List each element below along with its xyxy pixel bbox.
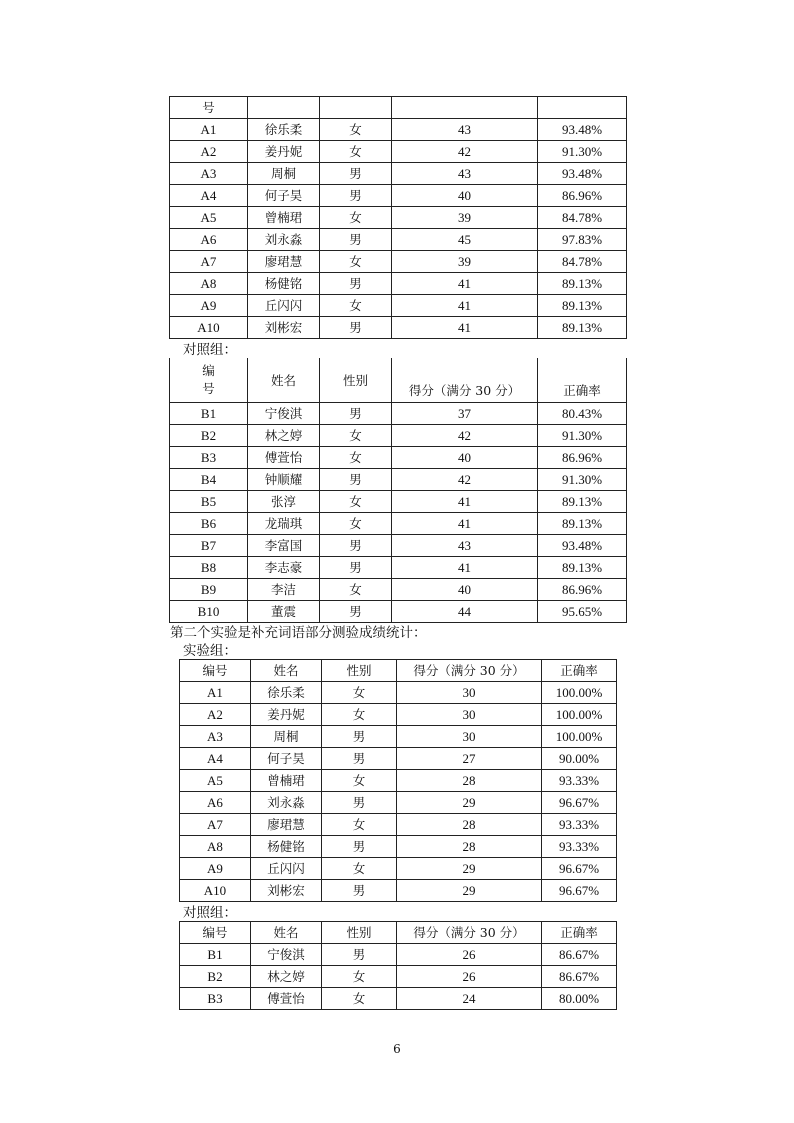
name-cell: 周桐	[251, 726, 322, 748]
table-row	[180, 682, 617, 704]
score-cell: 43	[392, 535, 538, 557]
gender-cell: 男	[322, 792, 397, 814]
id-cell: B3	[170, 447, 248, 469]
score-cell: 41	[392, 557, 538, 579]
table-row	[170, 163, 627, 185]
id-cell: A1	[180, 682, 251, 704]
score-cell: 30	[397, 704, 542, 726]
score-cell: 40	[392, 579, 538, 601]
score-cell: 40	[392, 447, 538, 469]
name-cell: 何子昊	[248, 185, 320, 207]
table-row	[170, 251, 627, 273]
name-cell: 李志豪	[248, 557, 320, 579]
name-cell: 何子昊	[251, 748, 322, 770]
id-header-cell	[170, 358, 248, 403]
rate-cell: 86.96%	[538, 185, 627, 207]
id-cell: B10	[170, 601, 248, 623]
id-cell: A6	[180, 792, 251, 814]
experiment-group-table-2	[179, 659, 617, 902]
id-cell: B7	[170, 535, 248, 557]
table-header-row	[180, 922, 617, 944]
table-row	[170, 185, 627, 207]
score-cell: 41	[392, 273, 538, 295]
name-cell: 廖珺慧	[248, 251, 320, 273]
rate-cell: 89.13%	[538, 273, 627, 295]
control-group-table-1	[169, 358, 627, 623]
gender-cell: 女	[322, 988, 397, 1010]
gender-cell: 女	[322, 682, 397, 704]
score-cell: 42	[392, 141, 538, 163]
id-cell: B2	[180, 966, 251, 988]
table-row	[170, 141, 627, 163]
id-cell: A2	[170, 141, 248, 163]
gender-cell: 男	[322, 726, 397, 748]
id-cell: A8	[180, 836, 251, 858]
table-row	[170, 229, 627, 251]
rate-cell: 89.13%	[538, 513, 627, 535]
rate-cell: 100.00%	[542, 704, 617, 726]
id-cell: A10	[170, 317, 248, 339]
id-cell: A5	[170, 207, 248, 229]
score-cell: 30	[397, 726, 542, 748]
rate-cell: 91.30%	[538, 141, 627, 163]
name-cell: 林之婷	[251, 966, 322, 988]
table-row	[170, 601, 627, 623]
rate-cell: 91.30%	[538, 469, 627, 491]
name-cell: 宁俊淇	[248, 403, 320, 425]
id-cell: A6	[170, 229, 248, 251]
id-cell: A4	[170, 185, 248, 207]
id-cell: A1	[170, 119, 248, 141]
name-cell: 董震	[248, 601, 320, 623]
rate-cell: 91.30%	[538, 425, 627, 447]
name-cell: 傅萱怡	[248, 447, 320, 469]
score-cell: 27	[397, 748, 542, 770]
table-row	[180, 814, 617, 836]
score-cell: 28	[397, 836, 542, 858]
gender-cell: 男	[320, 163, 392, 185]
experiment-group-table-1	[169, 96, 627, 339]
id-cell: A7	[170, 251, 248, 273]
rate-cell: 93.48%	[538, 535, 627, 557]
rate-cell: 97.83%	[538, 229, 627, 251]
score-cell: 30	[397, 682, 542, 704]
gender-cell: 男	[322, 944, 397, 966]
name-cell: 姜丹妮	[251, 704, 322, 726]
rate-cell: 93.48%	[538, 119, 627, 141]
id-cell: A5	[180, 770, 251, 792]
gender-header-cell: 性别	[320, 358, 392, 403]
rate-header-cell: 正确率	[538, 358, 627, 403]
gender-cell: 女	[320, 141, 392, 163]
gender-cell: 男	[320, 229, 392, 251]
table-row	[180, 792, 617, 814]
score-cell: 28	[397, 770, 542, 792]
gender-header-cell	[320, 97, 392, 119]
gender-cell: 女	[320, 119, 392, 141]
id-header-top: 编	[202, 363, 215, 378]
score-cell: 29	[397, 858, 542, 880]
rate-cell: 96.67%	[542, 858, 617, 880]
score-cell: 41	[392, 513, 538, 535]
gender-cell: 男	[322, 880, 397, 902]
name-header-cell: 姓名	[251, 922, 322, 944]
gender-cell: 男	[320, 403, 392, 425]
name-cell: 刘永淼	[251, 792, 322, 814]
rate-cell: 86.96%	[538, 447, 627, 469]
id-cell: A3	[180, 726, 251, 748]
rate-cell: 93.33%	[542, 770, 617, 792]
gender-header-cell: 性别	[322, 922, 397, 944]
table-row	[180, 966, 617, 988]
rate-cell: 86.67%	[542, 966, 617, 988]
score-cell: 39	[392, 207, 538, 229]
gender-cell: 男	[320, 185, 392, 207]
name-header-cell	[248, 97, 320, 119]
control-group-caption-1: 对照组：	[183, 342, 237, 358]
name-cell: 丘闪闪	[248, 295, 320, 317]
table-row	[180, 748, 617, 770]
table-row	[170, 403, 627, 425]
table-row	[180, 770, 617, 792]
name-cell: 杨健铭	[251, 836, 322, 858]
rate-header-cell: 正确率	[542, 922, 617, 944]
name-cell: 徐乐柔	[248, 119, 320, 141]
id-header-cell: 编号	[180, 922, 251, 944]
table-row	[170, 447, 627, 469]
rate-cell: 89.13%	[538, 557, 627, 579]
rate-cell: 93.33%	[542, 836, 617, 858]
name-cell: 刘永淼	[248, 229, 320, 251]
score-cell: 43	[392, 119, 538, 141]
gender-cell: 男	[320, 535, 392, 557]
score-header-cell: 得分（满分 30 分）	[397, 660, 542, 682]
id-cell: B6	[170, 513, 248, 535]
name-cell: 丘闪闪	[251, 858, 322, 880]
rate-cell: 100.00%	[542, 726, 617, 748]
name-cell: 傅萱怡	[251, 988, 322, 1010]
table-row	[180, 726, 617, 748]
name-cell: 廖珺慧	[251, 814, 322, 836]
table-row	[180, 988, 617, 1010]
name-cell: 龙瑞琪	[248, 513, 320, 535]
rate-cell: 84.78%	[538, 251, 627, 273]
gender-cell: 女	[320, 425, 392, 447]
score-cell: 29	[397, 880, 542, 902]
name-header-cell: 姓名	[251, 660, 322, 682]
rate-cell: 89.13%	[538, 491, 627, 513]
score-cell: 40	[392, 185, 538, 207]
table-row	[170, 207, 627, 229]
id-cell: B8	[170, 557, 248, 579]
table-row	[170, 425, 627, 447]
page-number: 6	[393, 1042, 401, 1056]
score-cell: 26	[397, 966, 542, 988]
table-row	[170, 535, 627, 557]
score-cell: 24	[397, 988, 542, 1010]
score-cell: 28	[397, 814, 542, 836]
table-row	[170, 491, 627, 513]
table-row	[170, 119, 627, 141]
rate-cell: 93.33%	[542, 814, 617, 836]
name-cell: 刘彬宏	[251, 880, 322, 902]
name-cell: 张淳	[248, 491, 320, 513]
score-cell: 42	[392, 469, 538, 491]
rate-cell: 86.96%	[538, 579, 627, 601]
table-row	[180, 858, 617, 880]
rate-cell: 84.78%	[538, 207, 627, 229]
rate-cell: 100.00%	[542, 682, 617, 704]
score-cell: 37	[392, 403, 538, 425]
rate-cell: 89.13%	[538, 295, 627, 317]
score-cell: 41	[392, 317, 538, 339]
id-cell: B9	[170, 579, 248, 601]
rate-cell: 93.48%	[538, 163, 627, 185]
score-cell: 43	[392, 163, 538, 185]
id-cell: A9	[170, 295, 248, 317]
name-cell: 钟顺耀	[248, 469, 320, 491]
id-cell: B2	[170, 425, 248, 447]
id-cell: A2	[180, 704, 251, 726]
section-intro: 第二个实验是补充词语部分测验成绩统计：	[170, 625, 427, 641]
name-cell: 徐乐柔	[251, 682, 322, 704]
gender-cell: 男	[320, 601, 392, 623]
name-cell: 曾楠珺	[248, 207, 320, 229]
name-cell: 李富国	[248, 535, 320, 557]
table-row	[170, 469, 627, 491]
gender-cell: 女	[322, 770, 397, 792]
id-cell: A3	[170, 163, 248, 185]
gender-cell: 男	[322, 836, 397, 858]
name-cell: 林之婷	[248, 425, 320, 447]
score-header-cell	[392, 97, 538, 119]
table-header-row	[170, 97, 627, 119]
control-group-table-2	[179, 921, 617, 1010]
rate-header-cell: 正确率	[542, 660, 617, 682]
table-row	[170, 317, 627, 339]
table-header-row	[180, 660, 617, 682]
table-row	[170, 557, 627, 579]
rate-cell: 80.00%	[542, 988, 617, 1010]
gender-header-cell: 性别	[322, 660, 397, 682]
experiment-group-caption: 实验组：	[183, 643, 237, 659]
gender-cell: 女	[320, 579, 392, 601]
score-cell: 29	[397, 792, 542, 814]
gender-cell: 女	[322, 814, 397, 836]
score-cell: 26	[397, 944, 542, 966]
score-cell: 39	[392, 251, 538, 273]
table-row	[170, 579, 627, 601]
score-cell: 44	[392, 601, 538, 623]
id-cell: B5	[170, 491, 248, 513]
gender-cell: 女	[322, 966, 397, 988]
score-cell: 45	[392, 229, 538, 251]
rate-cell: 96.67%	[542, 792, 617, 814]
score-header-cell: 得分（满分 30 分）	[392, 358, 538, 403]
id-header-bottom: 号	[202, 381, 215, 396]
id-cell: B1	[180, 944, 251, 966]
rate-cell: 95.65%	[538, 601, 627, 623]
gender-cell: 男	[320, 273, 392, 295]
score-cell: 41	[392, 491, 538, 513]
name-cell: 杨健铭	[248, 273, 320, 295]
id-header-fragment: 号	[170, 97, 248, 119]
id-cell: A7	[180, 814, 251, 836]
score-header-cell: 得分（满分 30 分）	[397, 922, 542, 944]
name-cell: 姜丹妮	[248, 141, 320, 163]
score-cell: 42	[392, 425, 538, 447]
id-cell: B3	[180, 988, 251, 1010]
table-row	[180, 704, 617, 726]
id-cell: A10	[180, 880, 251, 902]
id-cell: B4	[170, 469, 248, 491]
gender-cell: 男	[320, 469, 392, 491]
gender-cell: 女	[322, 858, 397, 880]
score-cell: 41	[392, 295, 538, 317]
gender-cell: 女	[320, 207, 392, 229]
name-cell: 刘彬宏	[248, 317, 320, 339]
name-cell: 李洁	[248, 579, 320, 601]
gender-cell: 男	[320, 557, 392, 579]
id-cell: A8	[170, 273, 248, 295]
name-cell: 曾楠珺	[251, 770, 322, 792]
table-row	[170, 273, 627, 295]
rate-header-cell	[538, 97, 627, 119]
table-row	[170, 513, 627, 535]
gender-cell: 女	[320, 447, 392, 469]
gender-cell: 女	[320, 513, 392, 535]
table-header-row	[170, 358, 627, 403]
gender-cell: 女	[320, 491, 392, 513]
rate-cell: 86.67%	[542, 944, 617, 966]
gender-cell: 男	[320, 317, 392, 339]
rate-cell: 80.43%	[538, 403, 627, 425]
name-cell: 周桐	[248, 163, 320, 185]
table-row	[180, 880, 617, 902]
gender-cell: 女	[322, 704, 397, 726]
rate-cell: 90.00%	[542, 748, 617, 770]
table-row	[180, 836, 617, 858]
name-header-cell: 姓名	[248, 358, 320, 403]
id-cell: A4	[180, 748, 251, 770]
rate-cell: 96.67%	[542, 880, 617, 902]
name-cell: 宁俊淇	[251, 944, 322, 966]
table-row	[170, 295, 627, 317]
rate-cell: 89.13%	[538, 317, 627, 339]
gender-cell: 女	[320, 251, 392, 273]
table-row	[180, 944, 617, 966]
id-cell: B1	[170, 403, 248, 425]
control-group-caption-2: 对照组：	[183, 905, 237, 921]
gender-cell: 女	[320, 295, 392, 317]
gender-cell: 男	[322, 748, 397, 770]
id-header-cell: 编号	[180, 660, 251, 682]
id-cell: A9	[180, 858, 251, 880]
